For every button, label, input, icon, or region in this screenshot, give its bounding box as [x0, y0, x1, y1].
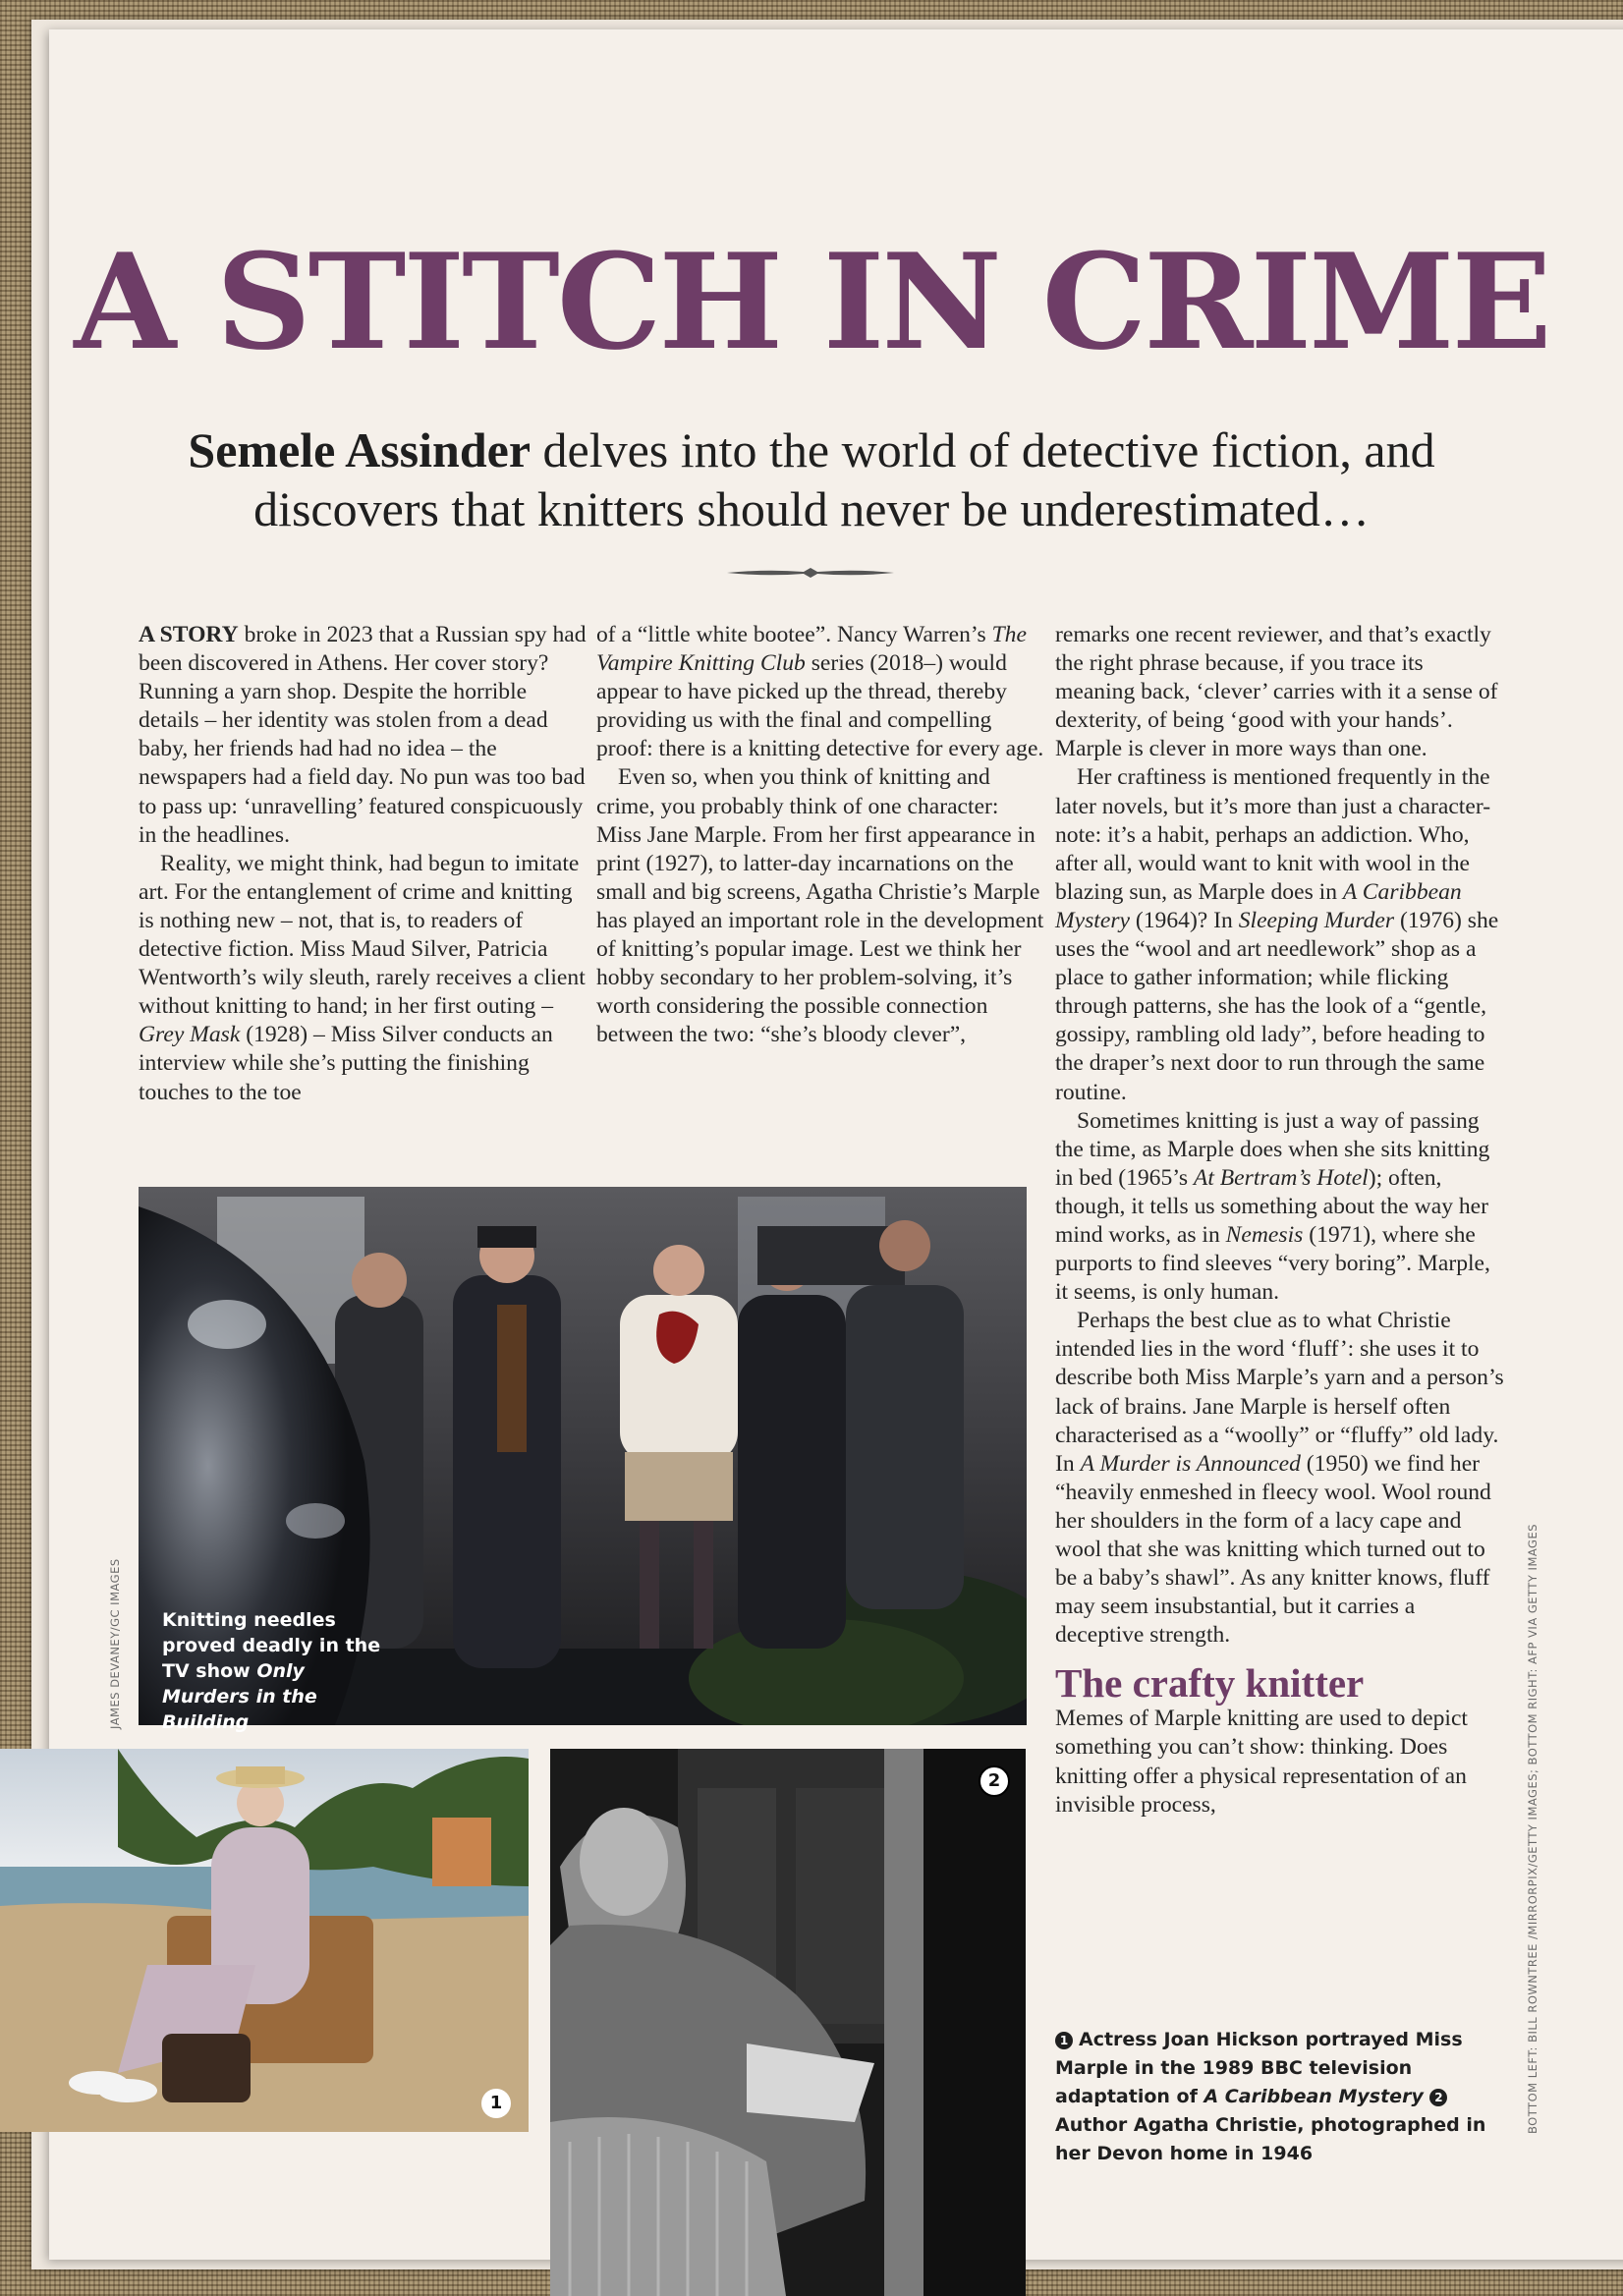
photo-caption-side: 1 Actress Joan Hickson portrayed Miss Marple in the 1989 BBC television adaptation of A Caribbean Mystery 2Author Agatha Christie, photographed in her Devon home in 1946 — [1055, 2029, 1486, 2164]
article-column-2 — [596, 621, 1048, 1049]
paragraph: of a “little white bootee”. Nancy Warren’s The Vampire Knitting Club series (2018–) would appear to have picked up the thread, thereby providing us with the final and compelling proof: there is a knitting detective for every age. — [596, 622, 1044, 762]
paragraph: remarks one recent reviewer, and that’s exactly the right phrase because, if you trace its meaning back, ‘clever’ carries with it a sense of dexterity, of being ‘good with your hands’. Marple is clever in more ways than one. — [1055, 622, 1498, 762]
paragraph: A STORY broke in 2023 that a Russian spy had been discovered in Athens. Her cover story? Running a yarn shop. Despite the horrible details – her identity was stolen from a dead baby, her friends had had no idea – the newspapers had a field day. No pun was too bad to pass up: ‘unravelling’ featured conspicuously in the headlines. — [139, 622, 587, 848]
agatha-christie-photo — [550, 1749, 1026, 2296]
book-title: Grey Mask — [139, 1022, 241, 1048]
book-title: Nemesis — [1225, 1221, 1304, 1248]
paragraph: Perhaps the best clue as to what Christie intended lies in the word ‘fluff’: she uses it to describe both Miss Marple’s yarn and a person’s lack of brains. Jane Marple is herself often characterised as a “woolly” or “fluffy” old lady. In A Murder is Announced (1950) we find her “heavily enmeshed in fleecy wool. Wool round her shoulders in the form of a lacy cape and wool that she was knitting which turned out to be a baby’s shawl”. As any knitter knows, fluff may seem insubstantial, but it carries a deceptive strength. — [1055, 1308, 1504, 1649]
joan-hickson-beach-photo — [0, 1749, 529, 2132]
photo-number-badge: 1 — [481, 2089, 511, 2118]
book-title: Sleeping Murder — [1238, 907, 1395, 933]
article-column-3 — [1055, 621, 1507, 1820]
photo-credit-right: BOTTOM LEFT: BILL ROWNTREE /MIRRORPIX/GETTY IMAGES; BOTTOM RIGHT: AFP VIA GETTY IMAGES — [1526, 1523, 1539, 2134]
caption-number: 1 — [1055, 2032, 1073, 2049]
photo-credit-left: JAMES DEVANEY/GC IMAGES — [108, 1558, 122, 1729]
author-name: Semele Assinder — [188, 422, 532, 477]
book-title: A Caribbean Mystery — [1055, 878, 1462, 933]
article-title: A STITCH IN CRIME — [74, 224, 1549, 379]
section-subhead: The crafty knitter — [1055, 1660, 1365, 1707]
paragraph: Reality, we might think, had begun to imitate art. For the entanglement of crime and knitting is nothing new – not, that is, to readers of detective fiction. Miss Maud Silver, Patricia Wentworth’s wily sleuth, rarely receives a client without knitting to hand; in her first outing – Grey Mask (1928) – Miss Silver conducts an interview while she’s putting the finishing touches to the toe — [139, 850, 586, 1105]
paragraph: Her craftiness is mentioned frequently in the later novels, but it’s more than just a character-note: it’s a habit, perhaps an addiction. Who, after all, would want to knit with wool in the blazing sun, as Marple does in A Caribbean Mystery (1964)? In Sleeping Murder (1976) she uses the “wool and art needlework” shop as a place to gather information; while flicking through patterns, she has the look of a “gentle, gossipy, rambling old lady”, before heading to the draper’s next door to run through the same routine. — [1055, 764, 1499, 1105]
book-title: A Caribbean Mystery — [1203, 2086, 1424, 2107]
book-title: A Murder is Announced — [1080, 1450, 1301, 1477]
paragraph: Even so, when you think of knitting and crime, you probably think of one character: Miss Jane Marple. From her first appearance in print (1927), to latter-day incarnations on the small and big screens, Agatha Christie’s Marple has played an important role in the development of knitting’s popular image. Lest we think her hobby secondary to her problem-solving, it’s worth considering the possible connection between the two: “she’s bloody clever”, — [596, 764, 1044, 1048]
show-title: Only Murders in the Building — [162, 1660, 317, 1733]
caption-number: 2 — [1429, 2089, 1447, 2106]
paragraph: Memes of Marple knitting are used to depict something you can’t show: thinking. Does knitting offer a physical representation of an invisible process, — [1055, 1706, 1468, 1818]
book-title: The Vampire Knitting Club — [596, 622, 1027, 677]
article-column-1 — [139, 621, 590, 1107]
standfirst — [98, 420, 1525, 538]
divider-ornament — [727, 565, 894, 581]
standfirst-text: delves into the world of detective fiction, and discovers that knitters should never be underestimated… — [253, 422, 1435, 536]
book-title: At Bertram’s Hotel — [1193, 1164, 1369, 1191]
photo-caption: Knitting needles proved deadly in the TV show Only Murders in the Building — [162, 1609, 381, 1733]
paragraph: Sometimes knitting is just a way of passing the time, as Marple does when she sits knitting in bed (1965’s At Bertram’s Hotel); often, though, it tells us something about the way her mind works, as in Nemesis (1971), where she purports to find sleeves “very boring”. Marple, it seems, is only human. — [1055, 1107, 1490, 1306]
photo-number-badge: 2 — [979, 1765, 1010, 1797]
drop-lead: A STORY — [139, 622, 239, 647]
